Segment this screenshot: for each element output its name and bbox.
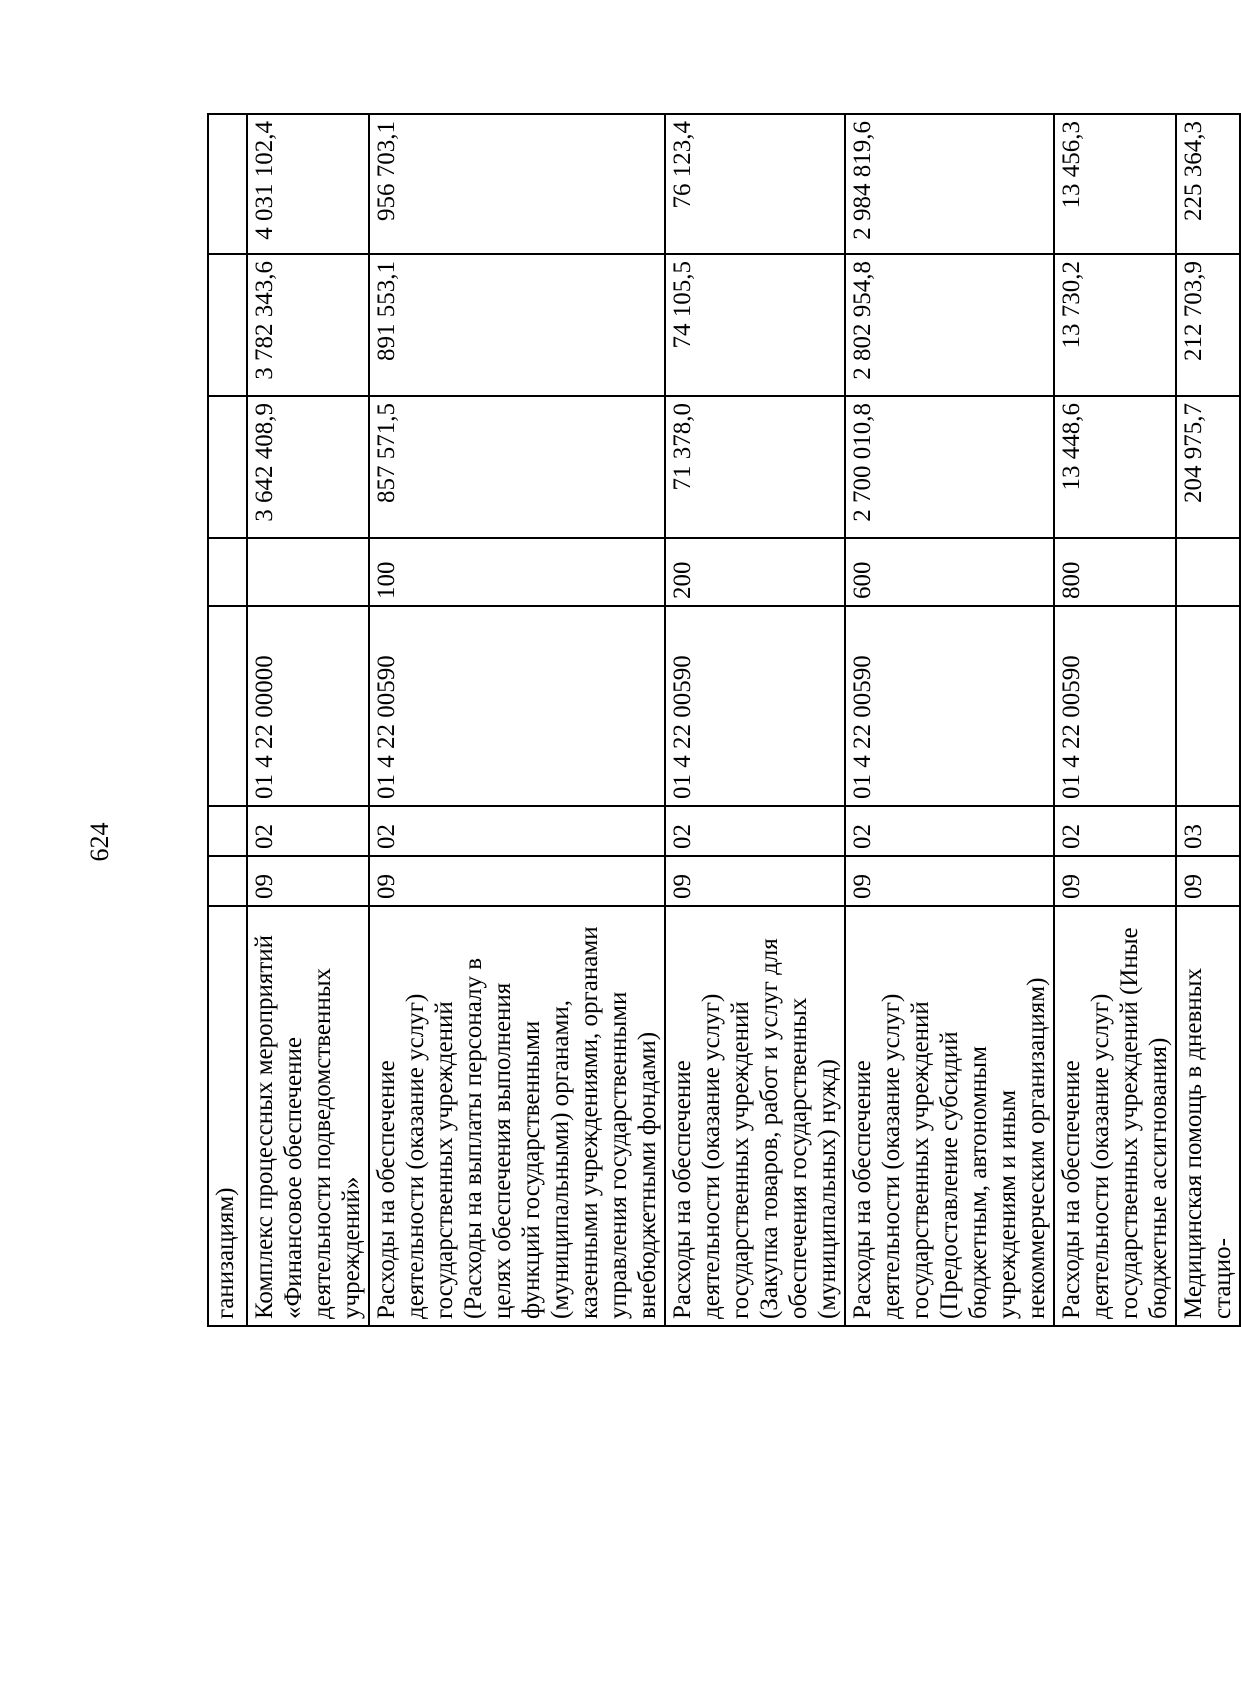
amount-year2-cell (208, 254, 247, 396)
row-name-cell: Расходы на обеспечение деятельности (оказание услуг) государственных учреждений (Предоставление субсидий бюджетным, автономным учреждениям и иным некоммерческим организациям) (845, 906, 1054, 1326)
table-row (1176, 114, 1240, 1326)
amount-year3-cell: 13 456,3 (1054, 114, 1176, 254)
row-name-cell: Расходы на обеспечение деятельности (оказание услуг) государственных учреждений (Расходы на выплаты персоналу в целях обеспечения выполнения функций государственными (муниципальными) органами, казенными учреждениями, органами управления государственными внебюджетными фондами) (369, 906, 665, 1326)
page-number: 624 (85, 822, 114, 862)
section-code-cell: 02 (1054, 806, 1176, 856)
target-article-cell: 01 4 22 00590 (845, 606, 1054, 806)
table-row (369, 114, 665, 1326)
grbs-code-cell: 09 (1054, 856, 1176, 906)
table-row (665, 114, 845, 1326)
table-row (247, 114, 369, 1326)
amount-year2-cell: 3 782 343,6 (247, 254, 369, 396)
amount-year1-cell: 2 700 010,8 (845, 396, 1054, 538)
target-article-cell: 01 4 22 00590 (665, 606, 845, 806)
expense-type-cell (247, 538, 369, 606)
expense-type-cell: 800 (1054, 538, 1176, 606)
row-name-cell: ганизациям) (208, 906, 247, 1326)
amount-year1-cell: 71 378,0 (665, 396, 845, 538)
amount-year2-cell: 2 802 954,8 (845, 254, 1054, 396)
amount-year2-cell: 891 553,1 (369, 254, 665, 396)
target-article-cell (1176, 606, 1240, 806)
grbs-code-cell: 09 (369, 856, 665, 906)
expense-type-cell: 200 (665, 538, 845, 606)
grbs-code-cell (208, 856, 247, 906)
section-code-cell: 02 (845, 806, 1054, 856)
amount-year3-cell: 956 703,1 (369, 114, 665, 254)
section-code-cell: 02 (665, 806, 845, 856)
amount-year1-cell: 204 975,7 (1176, 396, 1240, 538)
expense-type-cell: 600 (845, 538, 1054, 606)
row-name-cell: Комплекс процессных мероприятий «Финансовое обеспечение деятельности подведомственных учреждений» (247, 906, 369, 1326)
section-code-cell: 03 (1176, 806, 1240, 856)
table-row (1054, 114, 1176, 1326)
budget-table (207, 113, 1241, 1327)
grbs-code-cell: 09 (845, 856, 1054, 906)
grbs-code-cell: 09 (665, 856, 845, 906)
rotated-table-container (207, 115, 1236, 1327)
section-code-cell (208, 806, 247, 856)
expense-type-cell: 100 (369, 538, 665, 606)
target-article-cell: 01 4 22 00590 (369, 606, 665, 806)
target-article-cell (208, 606, 247, 806)
amount-year3-cell: 4 031 102,4 (247, 114, 369, 254)
amount-year2-cell: 74 105,5 (665, 254, 845, 396)
table-row (845, 114, 1054, 1326)
amount-year2-cell: 212 703,9 (1176, 254, 1240, 396)
table-row (208, 114, 247, 1326)
amount-year3-cell: 76 123,4 (665, 114, 845, 254)
expense-type-cell (208, 538, 247, 606)
amount-year2-cell: 13 730,2 (1054, 254, 1176, 396)
target-article-cell: 01 4 22 00590 (1054, 606, 1176, 806)
row-name-cell: Расходы на обеспечение деятельности (оказание услуг) государственных учреждений (Иные бюджетные ассигнования) (1054, 906, 1176, 1326)
amount-year3-cell: 2 984 819,6 (845, 114, 1054, 254)
expense-type-cell (1176, 538, 1240, 606)
section-code-cell: 02 (247, 806, 369, 856)
amount-year1-cell: 857 571,5 (369, 396, 665, 538)
grbs-code-cell: 09 (247, 856, 369, 906)
amount-year1-cell: 3 642 408,9 (247, 396, 369, 538)
amount-year3-cell: 225 364,3 (1176, 114, 1240, 254)
row-name-cell: Медицинская помощь в дневных стацио- (1176, 906, 1240, 1326)
row-name-cell: Расходы на обеспечение деятельности (оказание услуг) государственных учреждений (Закупка товаров, работ и услуг для обеспечения государственных (муниципальных) нужд) (665, 906, 845, 1326)
amount-year1-cell: 13 448,6 (1054, 396, 1176, 538)
section-code-cell: 02 (369, 806, 665, 856)
amount-year1-cell (208, 396, 247, 538)
target-article-cell: 01 4 22 00000 (247, 606, 369, 806)
amount-year3-cell (208, 114, 247, 254)
grbs-code-cell: 09 (1176, 856, 1240, 906)
